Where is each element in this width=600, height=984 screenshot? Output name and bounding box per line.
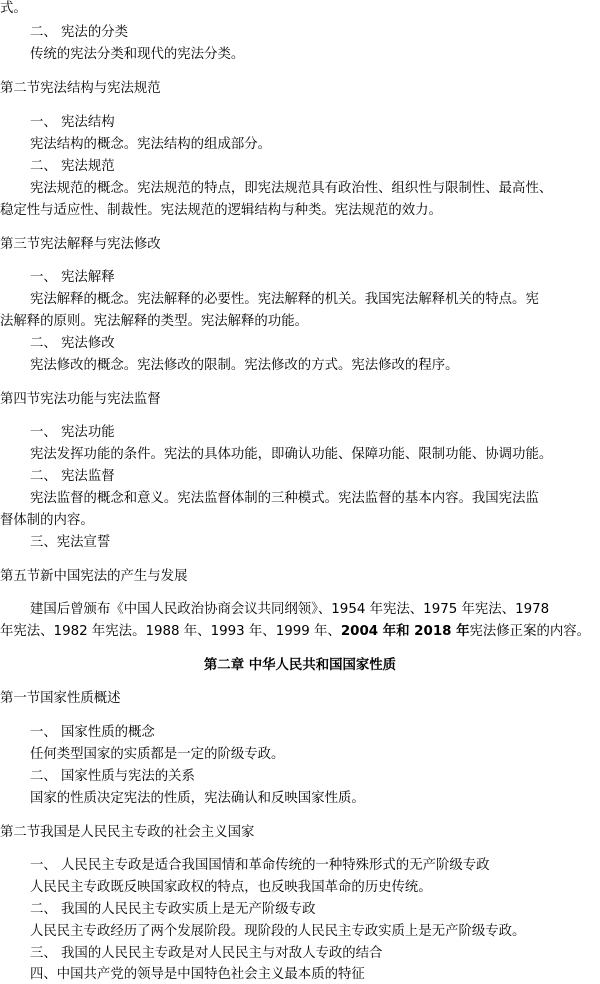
text-line: 宪法规范的概念。宪法规范的特点，即宪法规范具有政治性、组织性与限制性、最高性、 [30, 181, 553, 196]
subsection-heading: 二、 我国的人民民主专政实质上是无产阶级专政 [30, 902, 316, 917]
text-line: 稳定性与适应性、制裁性。宪法规范的逻辑结构与种类。宪法规范的效力。 [0, 203, 442, 218]
subsection-heading: 二、 宪法规范 [30, 159, 115, 174]
subsection-heading: 一、 人民民主专政是适合我国国情和革命传统的一种特殊形式的无产阶级专政 [30, 858, 490, 873]
text-run: 年宪法、1982 年宪法。1988 年、1993 年、1999 年、 [0, 624, 341, 639]
text-line: 宪法结构的概念。宪法结构的组成部分。 [30, 137, 272, 152]
text-line: 建国后曾颁布《中国人民政治协商会议共同纲领》、1954 年宪法、1975 年宪法、1978 [30, 602, 550, 617]
section-heading: 第四节宪法功能与宪法监督 [0, 392, 161, 407]
section-heading: 第三节宪法解释与宪法修改 [0, 237, 161, 252]
text-line: 宪法发挥功能的条件。宪法的具体功能，即确认功能、保障功能、限制功能、协调功能。 [30, 447, 553, 462]
text-line: 法解释的原则。宪法解释的类型。宪法解释的功能。 [0, 314, 308, 329]
subsection-heading: 一、 宪法解释 [30, 270, 115, 285]
text-line: 人民民主专政既反映国家政权的特点，也反映我国革命的历史传统。 [30, 880, 432, 895]
text-line: 式。 [0, 1, 27, 16]
text-line: 督体制的内容。 [0, 513, 94, 528]
subsection-heading: 三、宪法宣誓 [30, 535, 111, 550]
subsection-heading: 一、 宪法功能 [30, 425, 115, 440]
section-heading: 第五节新中国宪法的产生与发展 [0, 569, 188, 584]
text-line: 宪法解释的概念。宪法解释的必要性。宪法解释的机关。我国宪法解释机关的特点。宪 [30, 292, 539, 307]
text-line: 宪法监督的概念和意义。宪法监督体制的三种模式。宪法监督的基本内容。我国宪法监 [30, 491, 539, 506]
subsection-heading: 三、 我国的人民民主专政是对人民民主与对敌人专政的结合 [30, 946, 383, 961]
text-run: 宪法修正案的内容。 [469, 624, 591, 639]
text-line: 任何类型国家的实质都是一定的阶级专政。 [30, 747, 285, 762]
text-line: 人民民主专政经历了两个发展阶段。现阶段的人民民主专政实质上是无产阶级专政。 [30, 924, 526, 939]
subsection-heading: 二、 宪法的分类 [30, 25, 128, 40]
text-line: 传统的宪法分类和现代的宪法分类。 [30, 47, 245, 62]
chapter-title: 第二章 中华人民共和国国家性质 [203, 658, 397, 673]
section-heading: 第二节我国是人民民主专政的社会主义国家 [0, 825, 255, 840]
subsection-heading: 二、 宪法监督 [30, 469, 115, 484]
bold-text-run: 2004 年和 2018 年 [340, 624, 470, 639]
text-line: 宪法修改的概念。宪法修改的限制。宪法修改的方式。宪法修改的程序。 [30, 358, 459, 373]
subsection-heading: 一、 宪法结构 [30, 115, 115, 130]
subsection-heading: 四、中国共产党的领导是中国特色社会主义最本质的特征 [30, 967, 365, 982]
section-heading: 第一节国家性质概述 [0, 691, 121, 706]
text-line [0, 623, 590, 641]
subsection-heading: 一、 国家性质的概念 [30, 725, 155, 740]
text-line: 国家的性质决定宪法的性质，宪法确认和反映国家性质。 [30, 791, 365, 806]
section-heading: 第二节宪法结构与宪法规范 [0, 81, 161, 96]
subsection-heading: 二、 宪法修改 [30, 336, 115, 351]
subsection-heading: 二、 国家性质与宪法的关系 [30, 769, 195, 784]
